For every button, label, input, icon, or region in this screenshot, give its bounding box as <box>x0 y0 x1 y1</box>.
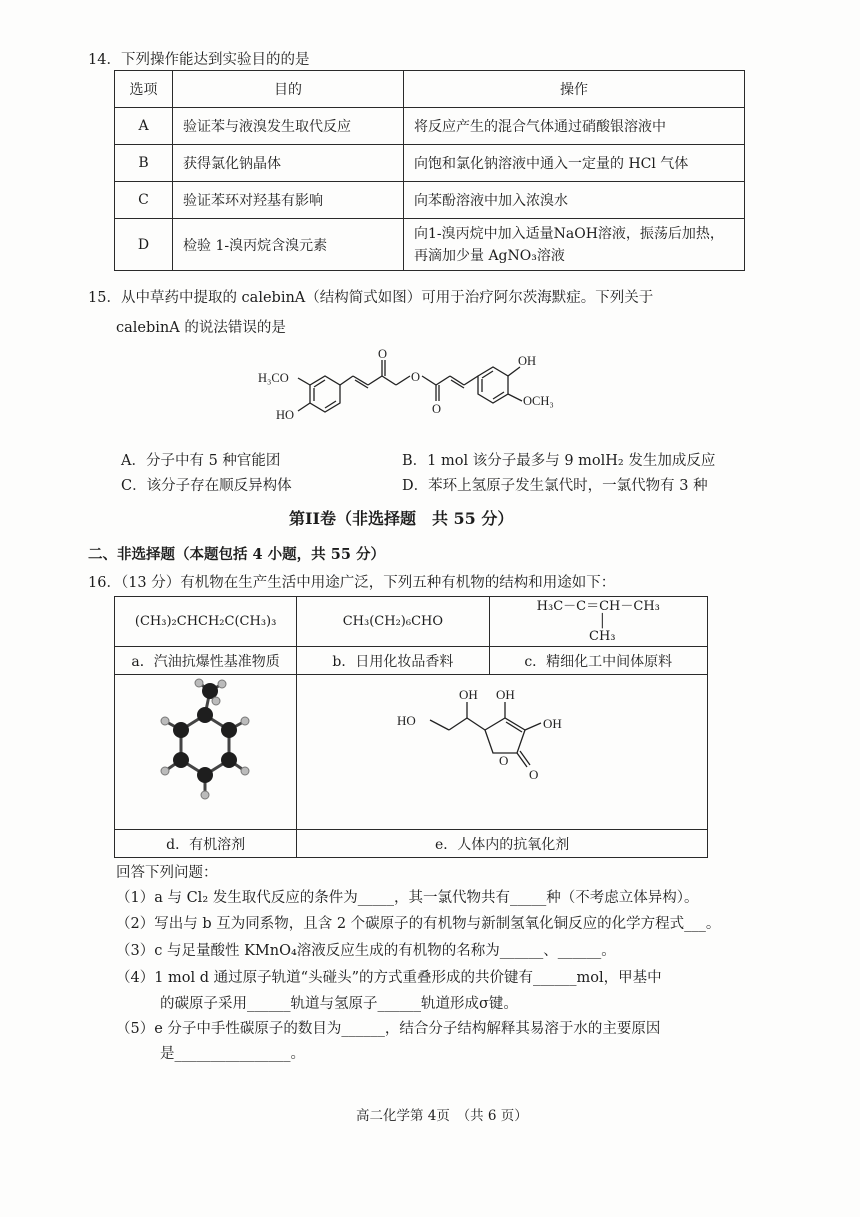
e-label-ring-o: O <box>499 753 509 768</box>
formula-c-main: H₃C－C＝CH－CH₃ <box>536 599 660 614</box>
q14-stem: 14．下列操作能达到实验目的的是 <box>88 52 310 68</box>
q16-table <box>114 596 708 858</box>
operation-cell: 向苯酚溶液中加入浓溴水 <box>404 182 745 219</box>
e-label-oh1: OH <box>459 687 478 702</box>
use-row-2 <box>115 830 708 858</box>
answer-intro: 回答下列问题： <box>116 865 218 881</box>
operation-cell: 将反应产生的混合气体通过硝酸银溶液中 <box>404 108 745 145</box>
purpose-cell: 验证苯环对羟基有影响 <box>173 182 404 219</box>
page-footer: 高二化学第 4页 （共 6 页） <box>356 1108 528 1124</box>
purpose-cell: 验证苯与液溴发生取代反应 <box>173 108 404 145</box>
option-label: D <box>115 219 173 271</box>
formula-c-branch-group: CH₃ <box>589 629 616 644</box>
formula-c <box>489 597 707 647</box>
table-row <box>115 108 745 145</box>
header-operation: 操作 <box>404 71 745 108</box>
label-och3: OCH₃ <box>523 394 554 408</box>
table-row <box>115 182 745 219</box>
e-label-oh2: OH <box>496 687 515 702</box>
q16-part-3: （3）c 与足量酸性 KMnO₄溶液反应生成的有机物的名称为______、______。 <box>116 943 616 959</box>
option-label: B <box>115 145 173 182</box>
header-option: 选项 <box>115 71 173 108</box>
section-title: 第II卷（非选择题 共 55 分） <box>289 509 514 528</box>
label-oh: OH <box>518 354 537 368</box>
e-label-ho: HO <box>397 713 416 728</box>
purpose-cell: 检验 1-溴丙烷含溴元素 <box>173 219 404 271</box>
formula-a: (CH₃)₂CHCH₂C(CH₃)₃ <box>115 597 297 647</box>
use-e: e．人体内的抗氧化剂 <box>297 830 708 858</box>
q15-option-d: D．苯环上氢原子发生氯代时，一氯代物有 3 种 <box>402 478 708 494</box>
header-purpose: 目的 <box>173 71 404 108</box>
option-label: C <box>115 182 173 219</box>
q14-table <box>114 70 745 271</box>
ascorbic-acid-structure <box>297 675 703 825</box>
operation-cell: 向饱和氯化钠溶液中通入一定量的 HCl 气体 <box>404 145 745 182</box>
operation-line-2: 再滴加少量 AgNO₃溶液 <box>414 247 565 264</box>
image-row <box>115 675 708 830</box>
q15-option-c: C．该分子存在顺反异构体 <box>121 478 292 494</box>
q16-stem: 16．（13 分）有机物在生产生活中用途广泛，下列五种有机物的结构和用途如下： <box>88 575 616 591</box>
q16-part-5-line2: 是________________。 <box>160 1046 305 1062</box>
e-label-carbonyl-o: O <box>529 767 539 782</box>
table-row <box>115 145 745 182</box>
q16-part-4-line1: （4）1 mol d 通过原子轨道“头碰头”的方式重叠形成的共价键有______mol，甲基中 <box>116 970 662 986</box>
formula-c-branch: │ <box>598 614 607 629</box>
use-row <box>115 647 708 675</box>
calebinA-structure <box>250 345 580 445</box>
section-subtitle: 二、非选择题（本题包括 4 小题，共 55 分） <box>88 546 385 563</box>
label-ester-o: O <box>411 370 421 384</box>
use-b: b．日用化妆品香料 <box>297 647 489 675</box>
label-ho: HO <box>276 408 295 422</box>
option-label: A <box>115 108 173 145</box>
label-ketone-o: O <box>378 347 388 361</box>
q16-part-4-line2: 的碳原子采用______轨道与氢原子______轨道形成σ键。 <box>160 996 518 1012</box>
toluene-ball-stick-model <box>115 675 295 825</box>
ascorbic-acid-cell <box>297 675 708 830</box>
use-d: d．有机溶剂 <box>115 830 297 858</box>
q15-option-a: A．分子中有 5 种官能团 <box>121 453 281 469</box>
q16-part-1: （1）a 与 Cl₂ 发生取代反应的条件为_____，其一氯代物共有_____种（不考虑立体异构）。 <box>116 890 699 906</box>
label-h3co: H₃CO <box>258 371 289 385</box>
formula-b: CH₃(CH₂)₆CHO <box>297 597 489 647</box>
use-a: a．汽油抗爆性基准物质 <box>115 647 297 675</box>
table-header-row <box>115 71 745 108</box>
purpose-cell: 获得氯化钠晶体 <box>173 145 404 182</box>
q16-part-5-line1: （5）e 分子中手性碳原子的数目为______，结合分子结构解释其易溶于水的主要原因 <box>116 1021 661 1037</box>
toluene-model-cell <box>115 675 297 830</box>
label-carbonyl-o: O <box>432 402 442 416</box>
q15-option-b: B．1 mol 该分子最多与 9 molH₂ 发生加成反应 <box>402 453 716 469</box>
use-c: c．精细化工中间体原料 <box>489 647 707 675</box>
q15-stem-line1: 15．从中草药中提取的 calebinA（结构简式如图）可用于治疗阿尔茨海默症。下列关于 <box>88 290 654 306</box>
table-row <box>115 219 745 271</box>
q15-stem-line2: calebinA 的说法错误的是 <box>116 320 286 336</box>
q16-part-2: （2）写出与 b 互为同系物，且含 2 个碳原子的有机物与新制氢氧化铜反应的化学方程式___。 <box>116 916 721 932</box>
formula-row <box>115 597 708 647</box>
e-label-oh3: OH <box>543 716 562 731</box>
operation-line-1: 向1-溴丙烷中加入适量NaOH溶液，振荡后加热， <box>414 225 724 242</box>
operation-cell <box>404 219 745 271</box>
